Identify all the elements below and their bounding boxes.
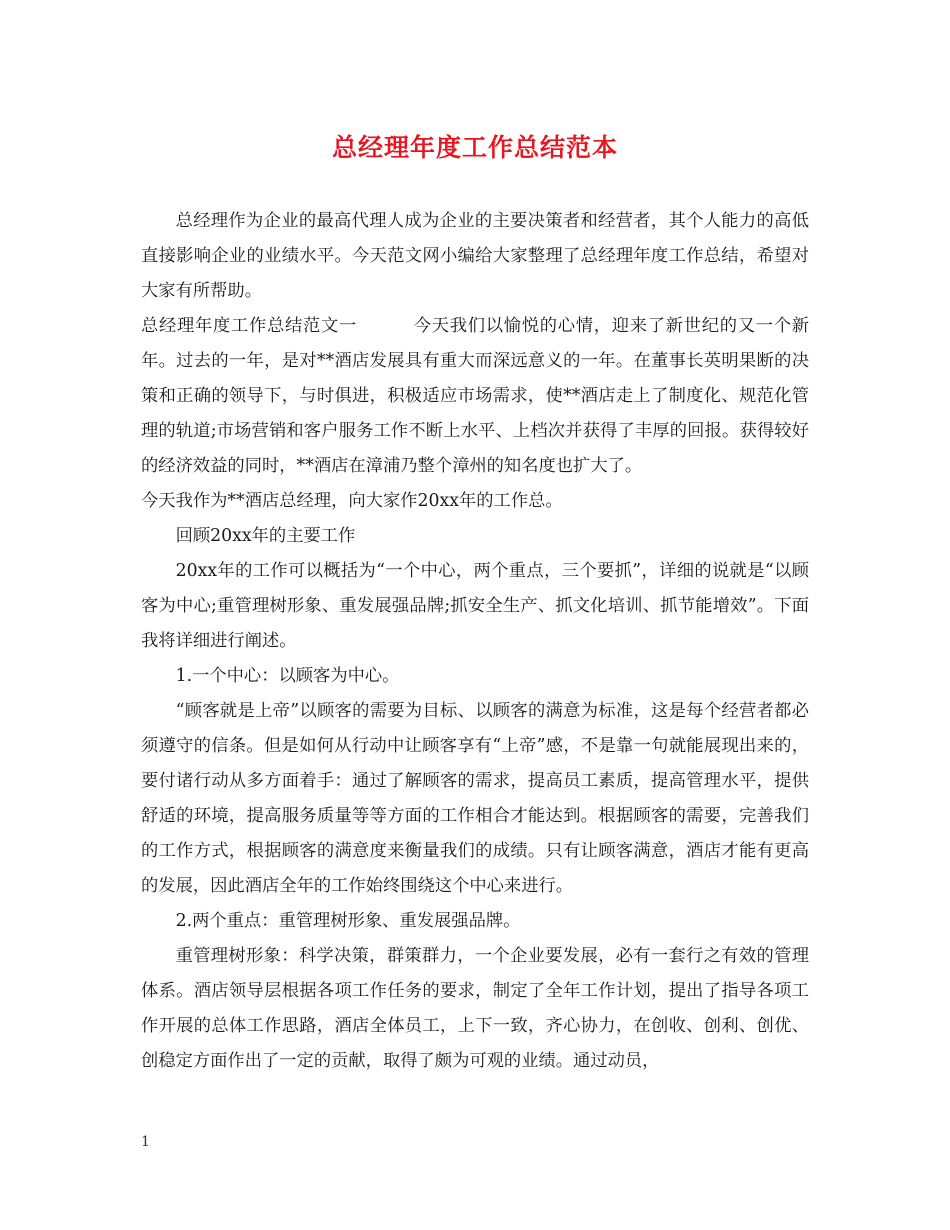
point1-paragraph: “顾客就是上帝”以顾客的需要为目标、以顾客的满意为标准，这是每个经营者都必须遵守的信条。但是如何从行动中让顾客享有“上帝”感，不是靠一句就能展现出来的，要付诸行动从多方面着手：通过了解顾客的需求，提高员工素质，提高管理水平，提供舒适的环境，提高服务质量等等方面的工作相合才能达到。根据顾客的需要，完善我们的工作方式，根据顾客的满意度来衡量我们的成绩。只有让顾客满意，酒店才能有更高的发展，因此酒店全年的工作始终围绕这个中心来进行。 [141, 701, 809, 896]
summary-paragraph: 20xx年的工作可以概括为“一个中心，两个重点，三个要抓”，详细的说就是“以顾客为中心;重管理树形象、重发展强品牌;抓安全生产、抓文化培训、抓节能增效”。下面我将详细进行阐述。 [141, 561, 809, 651]
intro-paragraph: 总经理作为企业的最高代理人成为企业的主要决策者和经营者，其个人能力的高低直接影响企业的业绩水平。今天范文网小编给大家整理了总经理年度工作总结，希望对大家有所帮助。 [141, 211, 809, 301]
page-number: 1 [141, 1134, 150, 1150]
document-body [141, 204, 809, 1079]
point2-paragraph: 重管理树形象：科学决策，群策群力，一个企业要发展，必有一套行之有效的管理体系。酒店领导层根据各项工作任务的要求，制定了全年工作计划，提出了指导各项工作开展的总体工作思路，酒店全体员工，上下一致，齐心协力，在创收、创利、创优、创稳定方面作出了一定的贡献，取得了颇为可观的业绩。通过动员， [141, 946, 809, 1071]
point1-heading: 1.一个中心：以顾客为中心。 [175, 666, 400, 686]
section-first-paragraph: 今天我们以愉悦的心情，迎来了新世纪的又一个新年。过去的一年，是对**酒店发展具有重大而深远意义的一年。在董事长英明果断的决策和正确的领导下，与时俱进，积极适应市场需求，使**酒店走上了制度化、规范化管理的轨道;市场营销和客户服务工作不断上水平、上档次并获得了丰厚的回报。获得较好的经济效益的同时，**酒店在漳浦乃整个漳州的知名度也扩大了。 [141, 316, 809, 476]
review-heading: 回顾20xx年的主要工作 [175, 526, 356, 546]
document-title: 总经理年度工作总结范本 [331, 133, 618, 162]
report-paragraph: 今天我作为**酒店总经理，向大家作20xx年的工作总。 [141, 491, 563, 511]
point2-heading: 2.两个重点：重管理树形象、重发展强品牌。 [175, 911, 521, 931]
section-heading: 总经理年度工作总结范文一 [141, 316, 357, 336]
section-paragraph [141, 309, 809, 484]
